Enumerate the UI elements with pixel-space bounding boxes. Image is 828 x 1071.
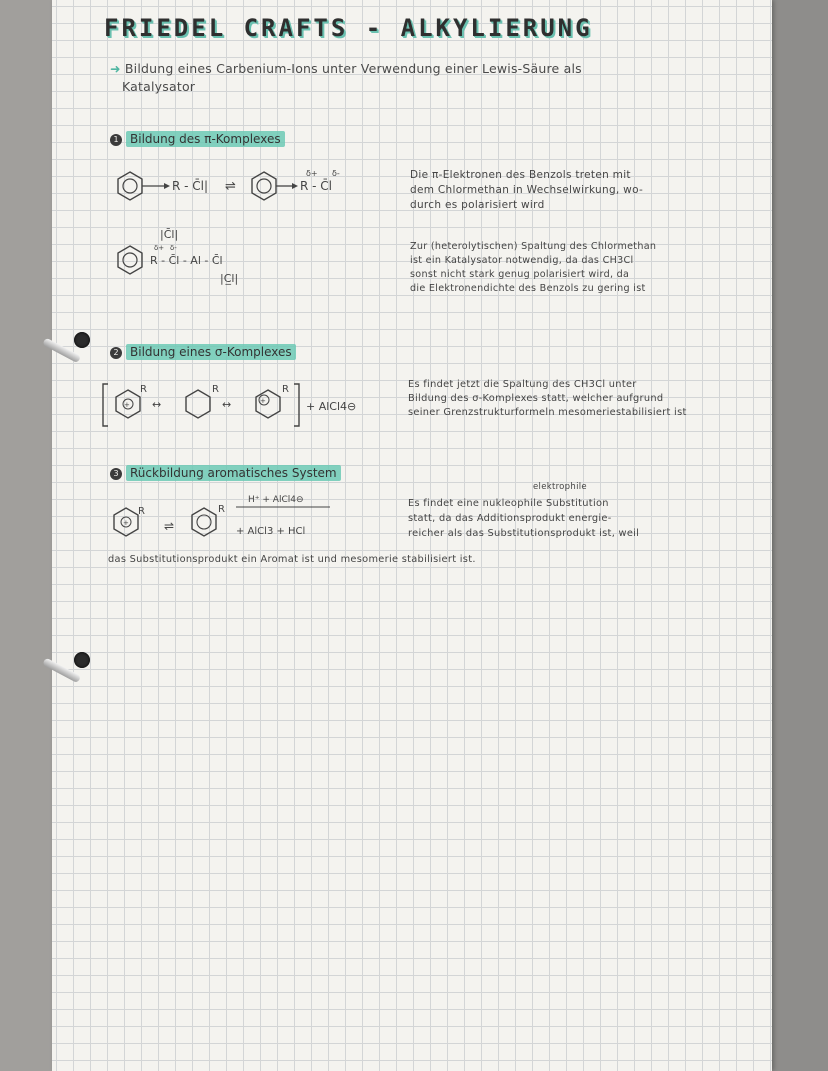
rearomatization-structure (108, 490, 368, 546)
section-2-heading (110, 345, 296, 359)
substituent-label: R (138, 506, 145, 517)
svg-text:↔: ↔ (152, 398, 162, 411)
substituent-label: R (282, 384, 289, 395)
chlorine-bottom: |C̲l| (220, 272, 239, 285)
correction-annotation: elektrophile (533, 482, 587, 492)
note-line: statt, da das Additionsprodukt energie- (408, 513, 612, 524)
note-line: ist ein Katalysator notwendig, da das CH3Cl (410, 255, 634, 266)
section-2-notes (408, 378, 687, 420)
polarized-chloroalkane: R - C̄l (300, 179, 333, 193)
svg-text:⇌: ⇌ (164, 519, 175, 533)
aluminate-label: + AlCl4⊖ (306, 400, 357, 413)
delta-plus-label: δ+ (154, 244, 165, 252)
background-left (0, 0, 52, 1071)
background-right (772, 0, 828, 1071)
page-title: FRIEDEL CRAFTS - ALKYLIERUNG (104, 14, 593, 42)
svg-text:⇌: ⇌ (225, 179, 236, 194)
intro-text: ➜ Bildung eines Carbenium-Ions unter Verwendung einer Lewis-Säure als (110, 61, 582, 76)
substituent-label: R (218, 504, 225, 515)
section-number: 3 (110, 468, 122, 480)
note-line: Die π-Elektronen des Benzols treten mit (410, 169, 631, 181)
reaction-sigma-complex (100, 378, 380, 436)
note-line: die Elektronendichte des Benzols zu gering ist (410, 283, 646, 294)
substituent-label: R (140, 384, 147, 395)
delta-plus-label: δ+ (306, 169, 318, 178)
chloroalkane-label: R - C̄l| (172, 179, 209, 193)
section-title: Bildung des π-Komplexes (126, 131, 285, 147)
intro-line-2: Katalysator (122, 79, 196, 94)
reaction-pi-complex (112, 168, 352, 212)
section-title: Rückbildung aromatisches System (126, 465, 341, 481)
substituent-label: R (212, 384, 219, 395)
note-line: durch es polarisiert wird (410, 199, 545, 211)
note-line: dem Chlormethan in Wechselwirkung, wo- (410, 184, 644, 196)
binder-ring (44, 650, 92, 672)
section-number: 2 (110, 347, 122, 359)
chloroalkane-lewis-acid: R - C̄l - Al - C̄l (150, 254, 223, 267)
svg-text:↔: ↔ (222, 398, 232, 411)
section-number: 1 (110, 134, 122, 146)
note-line: Es findet jetzt die Spaltung des CH3Cl unter (408, 379, 637, 390)
chlorine-top: |C̄l| (160, 228, 179, 241)
section-title: Bildung eines σ-Komplexes (126, 344, 296, 360)
note-line: Bildung des σ-Komplexes statt, welcher aufgrund (408, 393, 664, 404)
catalyst-structure (112, 228, 332, 298)
intro-line-1: Bildung eines Carbenium-Ions unter Verwendung einer Lewis-Säure als (124, 61, 582, 76)
section-3-notes (408, 496, 639, 541)
svg-text:+: + (123, 519, 129, 527)
note-line: reicher als das Substitutionsprodukt ist, weil (408, 528, 640, 539)
arrow-top-label: H⁺ + AlCl4⊖ (248, 495, 304, 505)
delta-minus-label: δ- (170, 244, 177, 252)
section-1-notes (410, 168, 643, 213)
binder-ring (44, 330, 92, 352)
svg-text:+: + (260, 397, 266, 405)
note-line: Es findet eine nukleophile Substitution (408, 498, 609, 509)
section-1-notes-2 (410, 240, 656, 296)
reaction-catalyst (112, 228, 332, 302)
byproducts-label: + AlCl3 + HCl (236, 526, 306, 537)
pi-complex-structure (112, 168, 352, 208)
note-line: sonst nicht stark genug polarisiert wird, da (410, 269, 630, 280)
section-3-heading (110, 466, 341, 480)
svg-text:+: + (124, 401, 130, 409)
delta-minus-label: δ- (332, 169, 340, 178)
note-line: seiner Grenzstrukturformeln mesomeriestabilisiert ist (408, 407, 687, 418)
section-3-footer: das Substitutionsprodukt ein Aromat ist und mesomerie stabilisiert ist. (108, 554, 476, 565)
reaction-rearomatization (108, 490, 368, 550)
section-1-heading (110, 132, 285, 146)
sigma-complex-structure (100, 378, 380, 432)
note-line: Zur (heterolytischen) Spaltung des Chlormethan (410, 241, 657, 252)
